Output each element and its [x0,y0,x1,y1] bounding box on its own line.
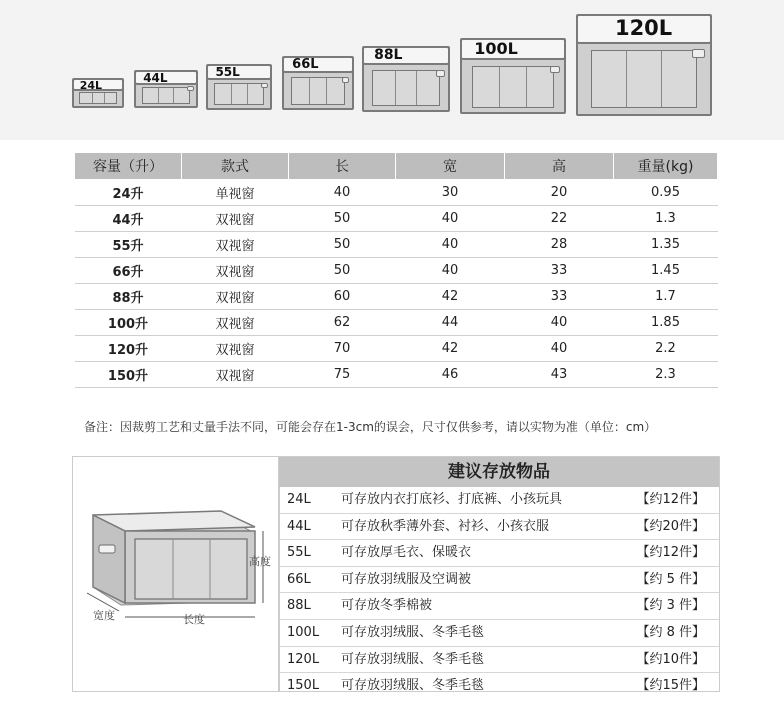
item-quantity: 【约 5 件】 [636,571,705,587]
cell-width: 42 [396,284,505,310]
item-size: 150L [287,678,320,694]
cell-style: 单视窗 [182,180,289,206]
cell-length: 62 [289,310,396,336]
item-quantity: 【约12件】 [636,545,705,561]
cell-capacity: 150升 [75,362,182,388]
box-120l [576,14,712,116]
item-size: 24L [287,492,311,507]
header-length: 长 [289,153,396,180]
list-item [279,593,719,620]
cell-style: 双视窗 [182,232,289,258]
header-height: 高 [505,153,614,180]
table-row [75,180,718,206]
cell-capacity: 55升 [75,232,182,258]
cell-width: 42 [396,336,505,362]
box-66l [282,56,354,110]
list-item [279,647,719,674]
item-size: 120L [287,651,320,667]
box-label: 55L [215,65,240,79]
item-size: 44L [287,518,311,534]
header-weight: 重量(kg) [614,153,718,180]
box-label: 100L [474,39,518,58]
cell-length: 75 [289,362,396,388]
box-label: 44L [143,71,168,85]
table-row [75,336,718,362]
list-item [279,487,719,514]
box-label: 88L [374,47,403,63]
cell-style: 双视窗 [182,362,289,388]
table-row [75,258,718,284]
spec-header-row [75,153,718,180]
item-description: 可存放羽绒服、冬季毛毯 [341,624,485,640]
list-item [279,673,719,699]
cell-weight: 1.35 [614,232,718,258]
list-item [279,540,719,567]
cell-weight: 2.2 [614,336,718,362]
item-quantity: 【约20件】 [636,518,705,534]
cell-weight: 1.7 [614,284,718,310]
box-label: 24L [79,79,103,92]
suggested-items-table [278,456,720,692]
list-item [279,620,719,647]
dimension-diagram [72,456,280,692]
cell-width: 40 [396,206,505,232]
cell-weight: 1.85 [614,310,718,336]
cell-length: 50 [289,258,396,284]
item-description: 可存放冬季棉被 [341,598,433,614]
suggested-items-title: 建议存放物品 [279,457,719,487]
cell-capacity: 100升 [75,310,182,336]
item-size: 66L [287,571,311,587]
list-item [279,567,719,594]
table-row [75,232,718,258]
cell-style: 双视窗 [182,284,289,310]
box-label: 66L [292,57,319,72]
cell-width: 46 [396,362,505,388]
cell-length: 60 [289,284,396,310]
cell-weight: 0.95 [614,180,718,206]
cell-capacity: 88升 [75,284,182,310]
cell-height: 22 [505,206,614,232]
cell-capacity: 44升 [75,206,182,232]
cell-length: 50 [289,232,396,258]
table-row [75,310,718,336]
cell-length: 50 [289,206,396,232]
cell-capacity: 24升 [75,180,182,206]
cell-height: 33 [505,258,614,284]
storage-box-drawing [73,457,279,691]
header-style: 款式 [182,153,289,180]
box-label: 120L [614,16,673,40]
item-quantity: 【约 8 件】 [636,624,705,640]
item-quantity: 【约 3 件】 [636,598,705,614]
spec-table [74,152,718,388]
box-100l [460,38,566,114]
cell-weight: 1.3 [614,206,718,232]
item-description: 可存放羽绒服及空调被 [341,571,472,587]
item-size: 100L [287,624,320,640]
cell-style: 双视窗 [182,310,289,336]
item-quantity: 【约10件】 [636,651,705,667]
header-width: 宽 [396,153,505,180]
cell-width: 40 [396,232,505,258]
cell-width: 40 [396,258,505,284]
box-44l [134,70,198,108]
item-description: 可存放厚毛衣、保暖衣 [341,545,472,561]
cell-width: 30 [396,180,505,206]
cell-height: 28 [505,232,614,258]
width-label: 宽度 [93,609,115,622]
cell-length: 40 [289,180,396,206]
item-size: 88L [287,598,311,614]
cell-capacity: 66升 [75,258,182,284]
cell-height: 40 [505,336,614,362]
cell-width: 44 [396,310,505,336]
height-label: 高度 [249,555,271,568]
item-size: 55L [287,545,311,561]
list-item [279,514,719,541]
cell-height: 40 [505,310,614,336]
cell-length: 70 [289,336,396,362]
cell-capacity: 120升 [75,336,182,362]
cell-height: 20 [505,180,614,206]
cell-style: 双视窗 [182,206,289,232]
item-description: 可存放羽绒服、冬季毛毯 [341,651,485,667]
cell-weight: 2.3 [614,362,718,388]
cell-style: 双视窗 [182,258,289,284]
item-description: 可存放内衣打底衫、打底裤、小孩玩具 [341,492,563,507]
box-24l [72,78,124,108]
cell-weight: 1.45 [614,258,718,284]
item-description: 可存放羽绒服、冬季毛毯 [341,678,485,694]
measurement-note: 备注：因裁剪工艺和丈量手法不同，可能会存在1-3cm的误会，尺寸仅供参考，请以实物为准（单位：cm） [84,420,657,434]
item-description: 可存放秋季薄外套、衬衫、小孩衣服 [341,518,550,534]
header-capacity: 容量（升） [75,153,182,180]
item-quantity: 【约12件】 [636,492,705,507]
item-quantity: 【约15件】 [636,678,705,694]
box-55l [206,64,272,110]
length-label: 长度 [183,613,205,626]
table-row [75,284,718,310]
box-88l [362,46,450,112]
cell-height: 43 [505,362,614,388]
cell-style: 双视窗 [182,336,289,362]
table-row [75,206,718,232]
table-row [75,362,718,388]
cell-height: 33 [505,284,614,310]
product-size-lineup [0,0,784,140]
